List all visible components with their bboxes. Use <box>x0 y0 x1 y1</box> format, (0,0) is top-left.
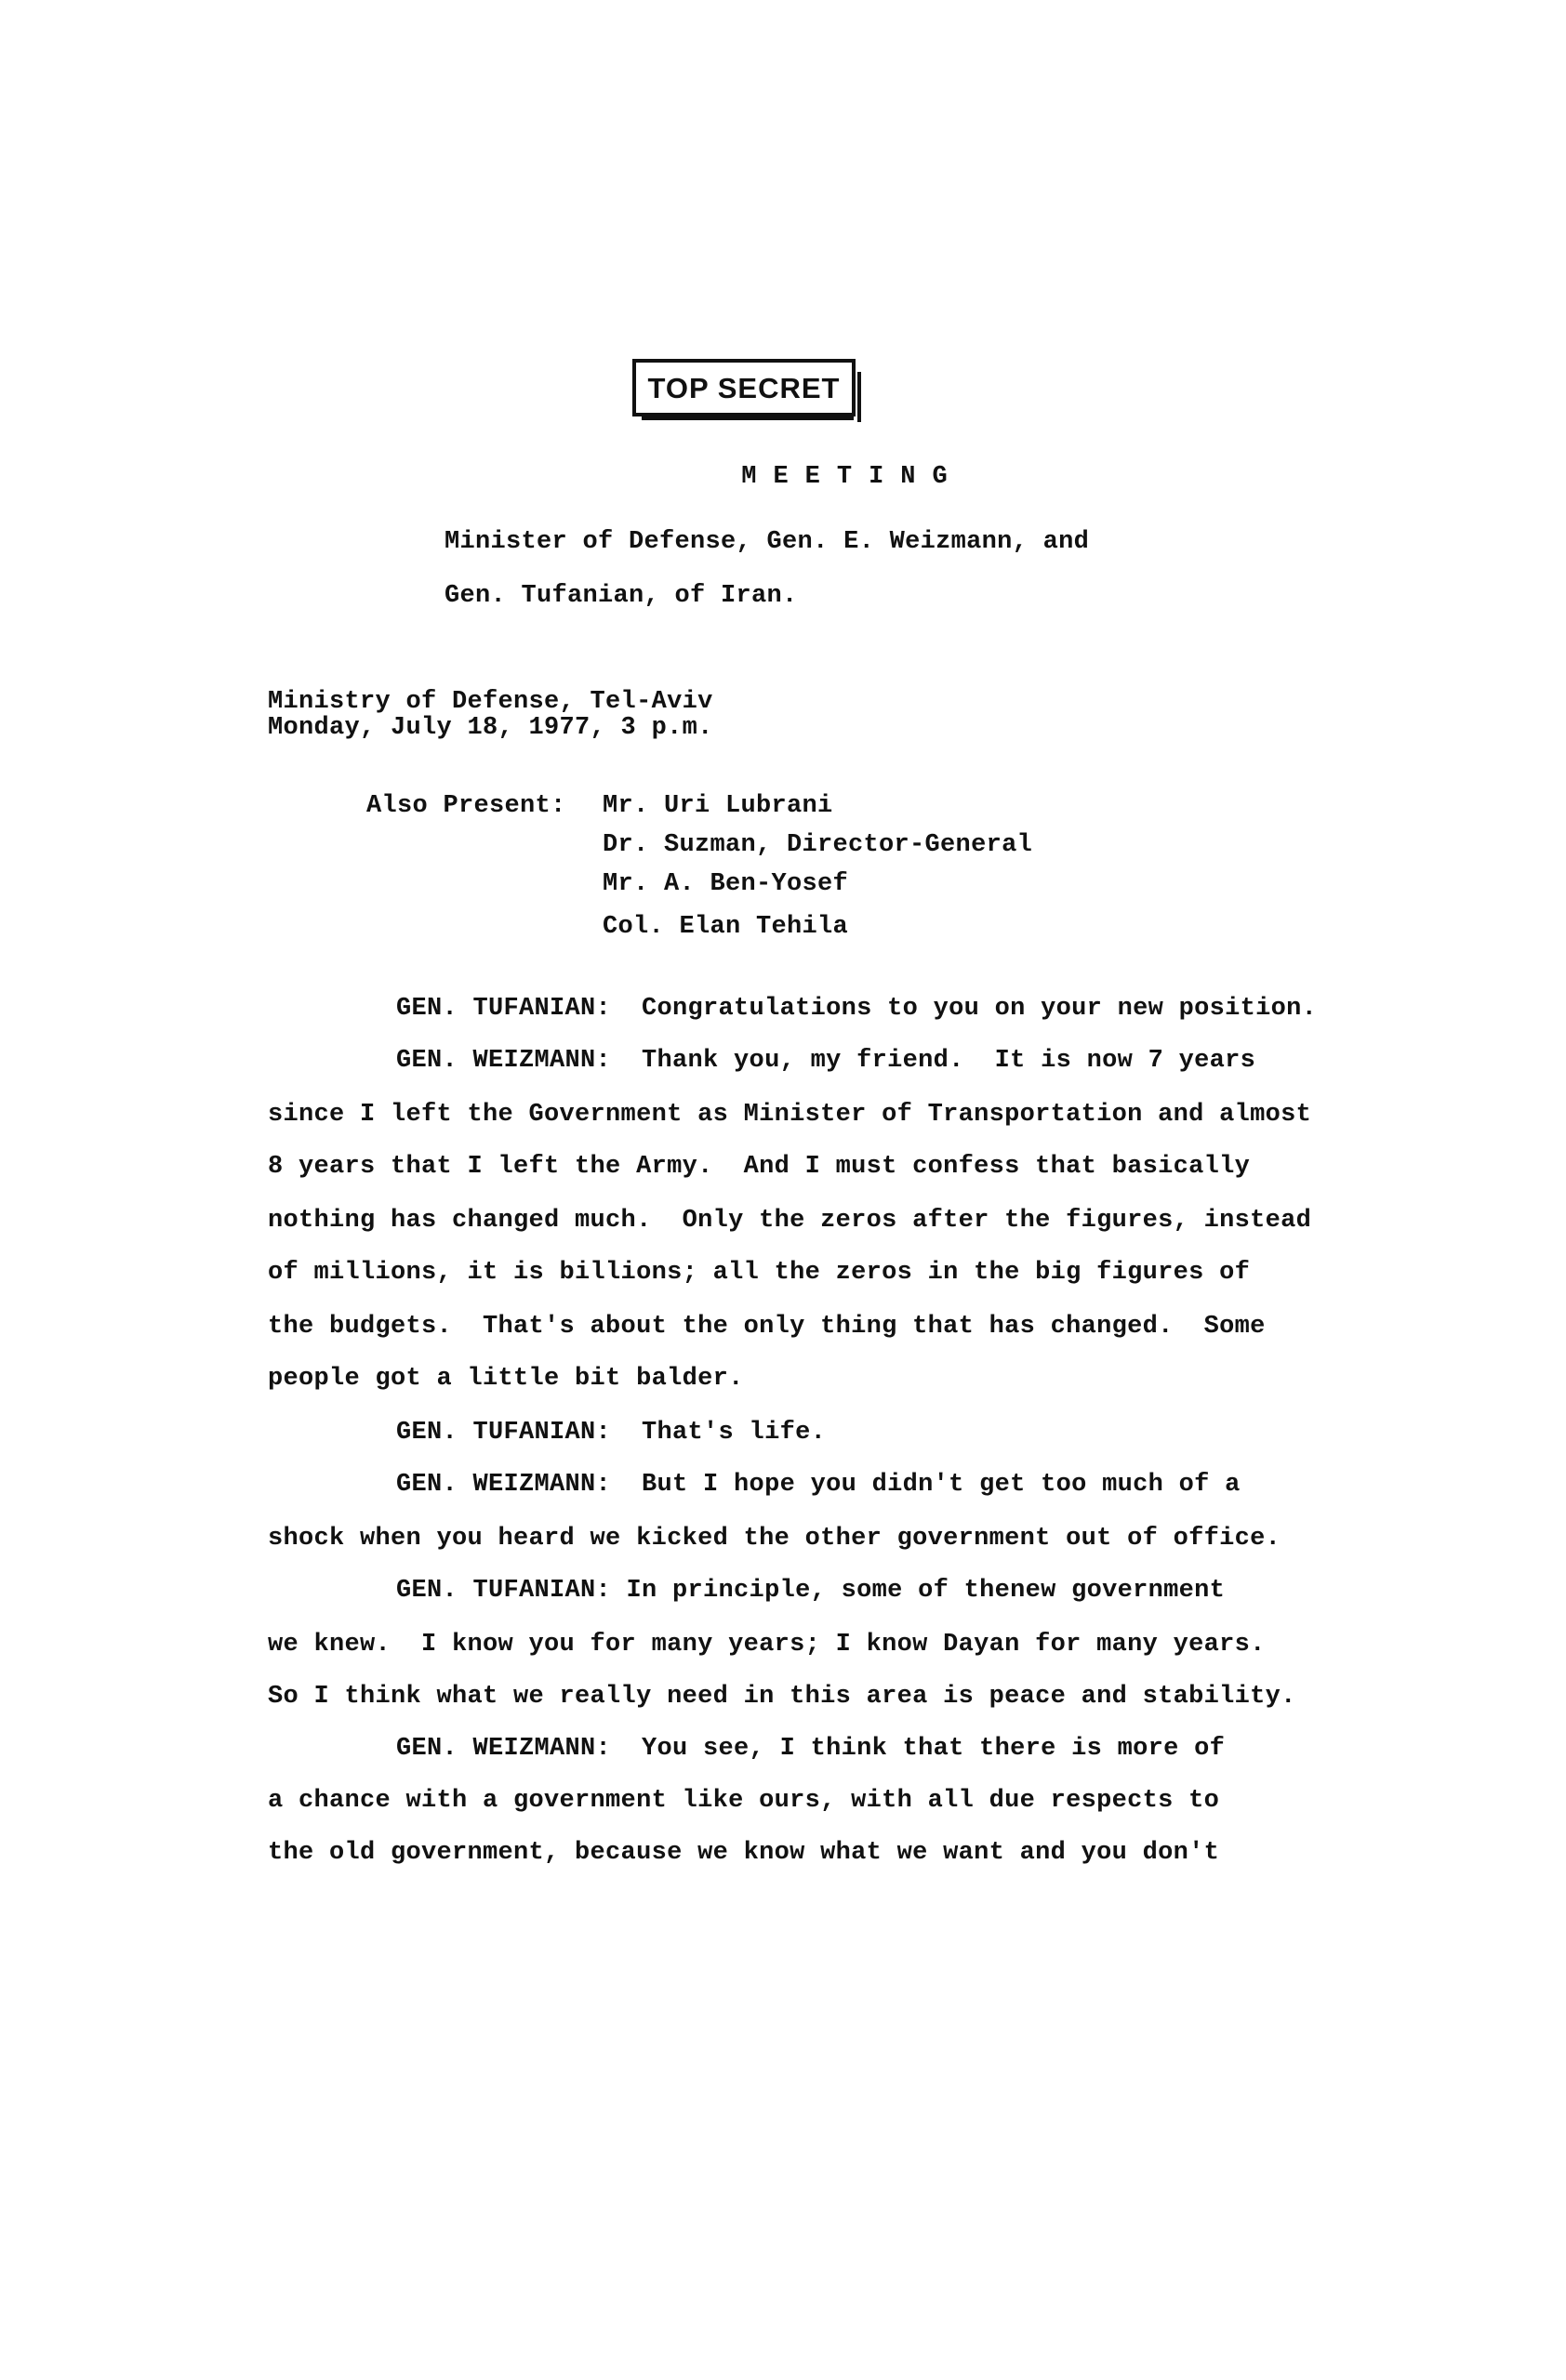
transcript-line: the budgets. That's about the only thing that has changed. Some <box>268 1313 1266 1341</box>
transcript-line: since I left the Government as Minister of Transportation and almost <box>268 1101 1312 1129</box>
transcript-line: So I think what we really need in this area is peace and stability. <box>268 1683 1296 1711</box>
transcript-line: GEN. WEIZMANN: Thank you, my friend. It is now 7 years <box>396 1047 1256 1075</box>
attendee-name: Mr. A. Ben-Yosef <box>603 870 849 898</box>
transcript-line: 8 years that I left the Army. And I must confess that basically <box>268 1153 1251 1181</box>
attendee-name: Mr. Uri Lubrani <box>603 792 833 820</box>
meeting-datetime: Monday, July 18, 1977, 3 p.m. <box>268 714 713 742</box>
document-title: MEETING <box>741 463 964 491</box>
transcript-line: of millions, it is billions; all the zeros in the big figures of <box>268 1259 1251 1287</box>
participants-line-2: Gen. Tufanian, of Iran. <box>445 582 798 610</box>
transcript-line: GEN. TUFANIAN: In principle, some of thenew government <box>396 1577 1226 1605</box>
transcript-line: nothing has changed much. Only the zeros after the figures, instead <box>268 1207 1312 1235</box>
transcript-line: we knew. I know you for many years; I know Dayan for many years. <box>268 1631 1266 1659</box>
transcript-line: the old government, because we know what we want and you don't <box>268 1839 1220 1867</box>
transcript-line: shock when you heard we kicked the other government out of office. <box>268 1525 1281 1553</box>
attendee-name: Dr. Suzman, Director-General <box>603 831 1033 859</box>
transcript-line: GEN. WEIZMANN: You see, I think that there is more of <box>396 1735 1226 1763</box>
also-present-label: Also Present: <box>366 792 566 820</box>
transcript-line: GEN. TUFANIAN: That's life. <box>396 1419 827 1447</box>
transcript-line: GEN. WEIZMANN: But I hope you didn't get too much of a <box>396 1471 1241 1499</box>
participants-line-1: Minister of Defense, Gen. E. Weizmann, and <box>445 528 1090 556</box>
transcript-line: people got a little bit balder. <box>268 1365 744 1393</box>
stamp-underline <box>642 416 854 420</box>
transcript-line: GEN. TUFANIAN: Congratulations to you on your new position. <box>396 995 1318 1023</box>
top-secret-stamp: TOP SECRET <box>632 359 856 416</box>
attendee-name: Col. Elan Tehila <box>603 913 849 941</box>
meeting-location: Ministry of Defense, Tel-Aviv <box>268 688 713 716</box>
transcript-line: a chance with a government like ours, with all due respects to <box>268 1787 1220 1815</box>
